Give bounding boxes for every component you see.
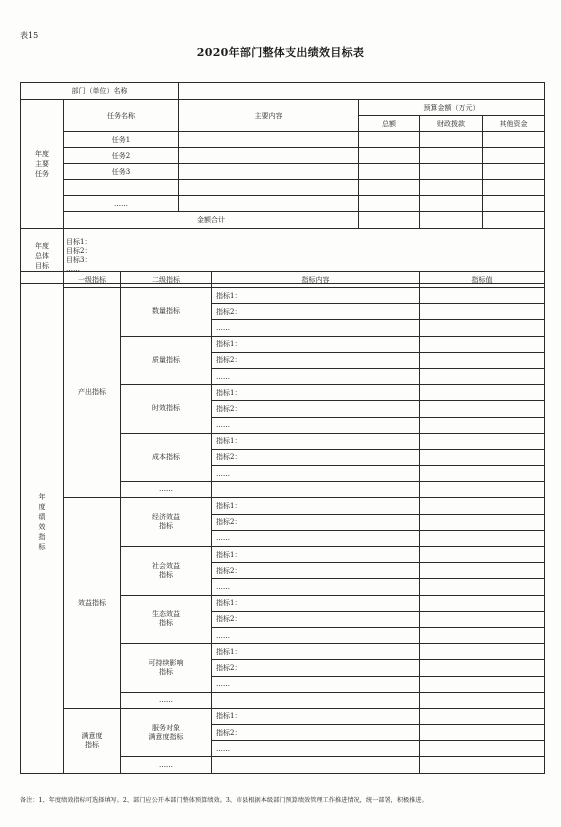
- level2-indicator: [121, 433, 212, 482]
- indicator-value[interactable]: [420, 466, 545, 482]
- indicator-content[interactable]: ……: [212, 741, 420, 757]
- level1-indicator-text: 效益指标: [78, 598, 106, 607]
- indicator-content[interactable]: ……: [212, 320, 420, 336]
- main-content-header: 主要内容: [179, 100, 359, 132]
- level2-indicator-text: 可持续影响 指标: [148, 658, 184, 676]
- task-total[interactable]: [359, 180, 420, 196]
- level2-indicator-text: 时效指标: [152, 404, 180, 413]
- indicator-value[interactable]: [420, 725, 545, 741]
- goal-item: 目标1：: [66, 238, 92, 246]
- goal-item: ……: [66, 265, 80, 273]
- sum-fiscal[interactable]: [420, 212, 483, 229]
- indicator-value[interactable]: [420, 498, 545, 514]
- indicators-table: [20, 271, 545, 774]
- task-content[interactable]: [179, 164, 359, 180]
- indicator-content[interactable]: [212, 692, 420, 708]
- indicator-value[interactable]: [420, 708, 545, 724]
- indicator-content[interactable]: 指标2：: [212, 352, 420, 368]
- task-total[interactable]: [359, 148, 420, 164]
- indicator-value[interactable]: [420, 433, 545, 449]
- level2-indicator: [121, 692, 212, 708]
- goal-item: 目标3：: [66, 256, 92, 264]
- task-other[interactable]: [483, 148, 545, 164]
- task-fiscal[interactable]: [420, 164, 483, 180]
- indicator-value[interactable]: [420, 368, 545, 384]
- indicator-content[interactable]: 指标2：: [212, 660, 420, 676]
- indicator-value[interactable]: [420, 692, 545, 708]
- value-header: 指标值: [420, 272, 545, 288]
- level1-indicator: [64, 498, 121, 708]
- indicator-value[interactable]: [420, 514, 545, 530]
- indicator-value[interactable]: [420, 676, 545, 692]
- task-content[interactable]: [179, 196, 359, 212]
- level2-indicator-text: 经济效益 指标: [152, 513, 180, 531]
- indicator-value[interactable]: [420, 595, 545, 611]
- annual-tasks-label: [21, 100, 64, 229]
- indicator-value[interactable]: [420, 627, 545, 643]
- indicator-value[interactable]: [420, 530, 545, 546]
- dept-label: 部门（单位）名称: [21, 83, 179, 100]
- content-header: 指标内容: [212, 272, 420, 288]
- level1-header: 一级指标: [64, 272, 121, 288]
- indicator-content[interactable]: 指标1：: [212, 547, 420, 563]
- indicator-content[interactable]: 指标2：: [212, 449, 420, 465]
- indicator-value[interactable]: [420, 611, 545, 627]
- level2-indicator: [121, 336, 212, 385]
- budget-col-total: 总额: [359, 116, 420, 132]
- indicator-value[interactable]: [420, 741, 545, 757]
- sum-total[interactable]: [359, 212, 420, 229]
- task-fiscal[interactable]: [420, 196, 483, 212]
- page-title: 2020年部门整体支出绩效目标表: [196, 46, 365, 59]
- level2-indicator-text: ……: [159, 760, 173, 769]
- level2-indicator: [121, 385, 212, 434]
- indicator-content[interactable]: 指标1：: [212, 288, 420, 304]
- indicator-content[interactable]: 指标1：: [212, 644, 420, 660]
- task-name-header: 任务名称: [64, 100, 179, 132]
- task-content[interactable]: [179, 180, 359, 196]
- task-total[interactable]: [359, 196, 420, 212]
- footnote: 备注：1、年度绩效指标可选择填写。2、部门应公开本部门整体预算绩效。3、市县根据本级部门预算绩效管理工作推进情况，统一部署，积极推进。: [20, 797, 428, 804]
- task-name: 任务3: [64, 164, 179, 180]
- level2-indicator-text: 社会效益 指标: [152, 561, 180, 579]
- perf-indicators-label: [21, 272, 64, 774]
- indicator-content[interactable]: 指标2：: [212, 514, 420, 530]
- budget-col-fiscal: 财政拨款: [420, 116, 483, 132]
- level2-indicator: [121, 708, 212, 757]
- indicator-value[interactable]: [420, 449, 545, 465]
- task-other[interactable]: [483, 164, 545, 180]
- indicator-value[interactable]: [420, 320, 545, 336]
- indicator-content[interactable]: 指标1：: [212, 433, 420, 449]
- indicator-value[interactable]: [420, 385, 545, 401]
- indicator-value[interactable]: [420, 352, 545, 368]
- task-content[interactable]: [179, 132, 359, 148]
- indicator-content[interactable]: 指标2：: [212, 401, 420, 417]
- indicator-value[interactable]: [420, 563, 545, 579]
- task-name: 任务2: [64, 148, 179, 164]
- indicator-content[interactable]: ……: [212, 466, 420, 482]
- level1-indicator-text: 产出指标: [78, 388, 106, 397]
- indicator-value[interactable]: [420, 336, 545, 352]
- indicator-content[interactable]: 指标1：: [212, 498, 420, 514]
- perf-indicators-label-text: 年 度 绩 效 指 标: [38, 493, 46, 552]
- level1-indicator-text: 满意度 指标: [81, 731, 103, 749]
- level2-indicator-text: ……: [159, 695, 173, 704]
- level1-indicator: [64, 708, 121, 773]
- indicator-content[interactable]: 指标2：: [212, 725, 420, 741]
- level2-indicator-text: 数量指标: [152, 307, 180, 316]
- annual-tasks-label-text: 年度 主要 任务: [35, 150, 49, 178]
- level2-indicator: [121, 498, 212, 547]
- amount-total-label: 金额合计: [64, 212, 359, 229]
- level1-indicator: [64, 288, 121, 498]
- tasks-table: [20, 82, 545, 284]
- indicator-content[interactable]: 指标1：: [212, 708, 420, 724]
- task-content[interactable]: [179, 148, 359, 164]
- task-fiscal[interactable]: [420, 180, 483, 196]
- indicator-content[interactable]: ……: [212, 530, 420, 546]
- indicator-value[interactable]: [420, 757, 545, 773]
- budget-header: 预算金额（万元）: [359, 100, 545, 116]
- indicator-value[interactable]: [420, 304, 545, 320]
- task-fiscal[interactable]: [420, 148, 483, 164]
- indicator-content[interactable]: 指标2：: [212, 563, 420, 579]
- goal-item: 目标2：: [66, 247, 92, 255]
- indicator-content[interactable]: [212, 482, 420, 498]
- indicator-content[interactable]: ……: [212, 676, 420, 692]
- indicator-value[interactable]: [420, 547, 545, 563]
- task-total[interactable]: [359, 164, 420, 180]
- level2-indicator: [121, 644, 212, 693]
- indicator-value[interactable]: [420, 660, 545, 676]
- task-other[interactable]: [483, 132, 545, 148]
- level2-indicator-text: ……: [159, 485, 173, 494]
- indicator-value[interactable]: [420, 288, 545, 304]
- level2-indicator: [121, 595, 212, 644]
- task-total[interactable]: [359, 132, 420, 148]
- task-other[interactable]: [483, 180, 545, 196]
- indicator-value[interactable]: [420, 644, 545, 660]
- level2-indicator: [121, 757, 212, 773]
- indicator-content[interactable]: 指标1：: [212, 336, 420, 352]
- level2-indicator-text: 质量指标: [152, 355, 180, 364]
- indicator-content[interactable]: 指标2：: [212, 611, 420, 627]
- indicator-content[interactable]: ……: [212, 579, 420, 595]
- indicator-value[interactable]: [420, 401, 545, 417]
- indicator-value[interactable]: [420, 482, 545, 498]
- indicator-content[interactable]: ……: [212, 627, 420, 643]
- sum-other[interactable]: [483, 212, 545, 229]
- task-name: ……: [64, 196, 179, 212]
- indicator-content[interactable]: ……: [212, 417, 420, 433]
- level2-indicator: [121, 482, 212, 498]
- task-other[interactable]: [483, 196, 545, 212]
- level2-indicator: [121, 547, 212, 596]
- indicator-content[interactable]: 指标1：: [212, 385, 420, 401]
- indicator-content[interactable]: [212, 757, 420, 773]
- indicator-content[interactable]: 指标2：: [212, 304, 420, 320]
- level2-indicator: [121, 288, 212, 337]
- dept-value[interactable]: [179, 83, 545, 100]
- task-name: [64, 180, 179, 196]
- overall-goals-label-text: 年度 总体 目标: [35, 242, 49, 270]
- level2-header: 二级指标: [121, 272, 212, 288]
- level2-indicator-text: 服务对象 满意度指标: [148, 723, 184, 741]
- indicator-content[interactable]: 指标1：: [212, 595, 420, 611]
- level2-indicator-text: 生态效益 指标: [152, 610, 180, 628]
- indicator-content[interactable]: ……: [212, 368, 420, 384]
- level2-indicator-text: 成本指标: [152, 452, 180, 461]
- table-number: 表15: [20, 31, 39, 40]
- task-fiscal[interactable]: [420, 132, 483, 148]
- budget-col-other: 其他资金: [483, 116, 545, 132]
- indicator-value[interactable]: [420, 579, 545, 595]
- indicator-value[interactable]: [420, 417, 545, 433]
- task-name: 任务1: [64, 132, 179, 148]
